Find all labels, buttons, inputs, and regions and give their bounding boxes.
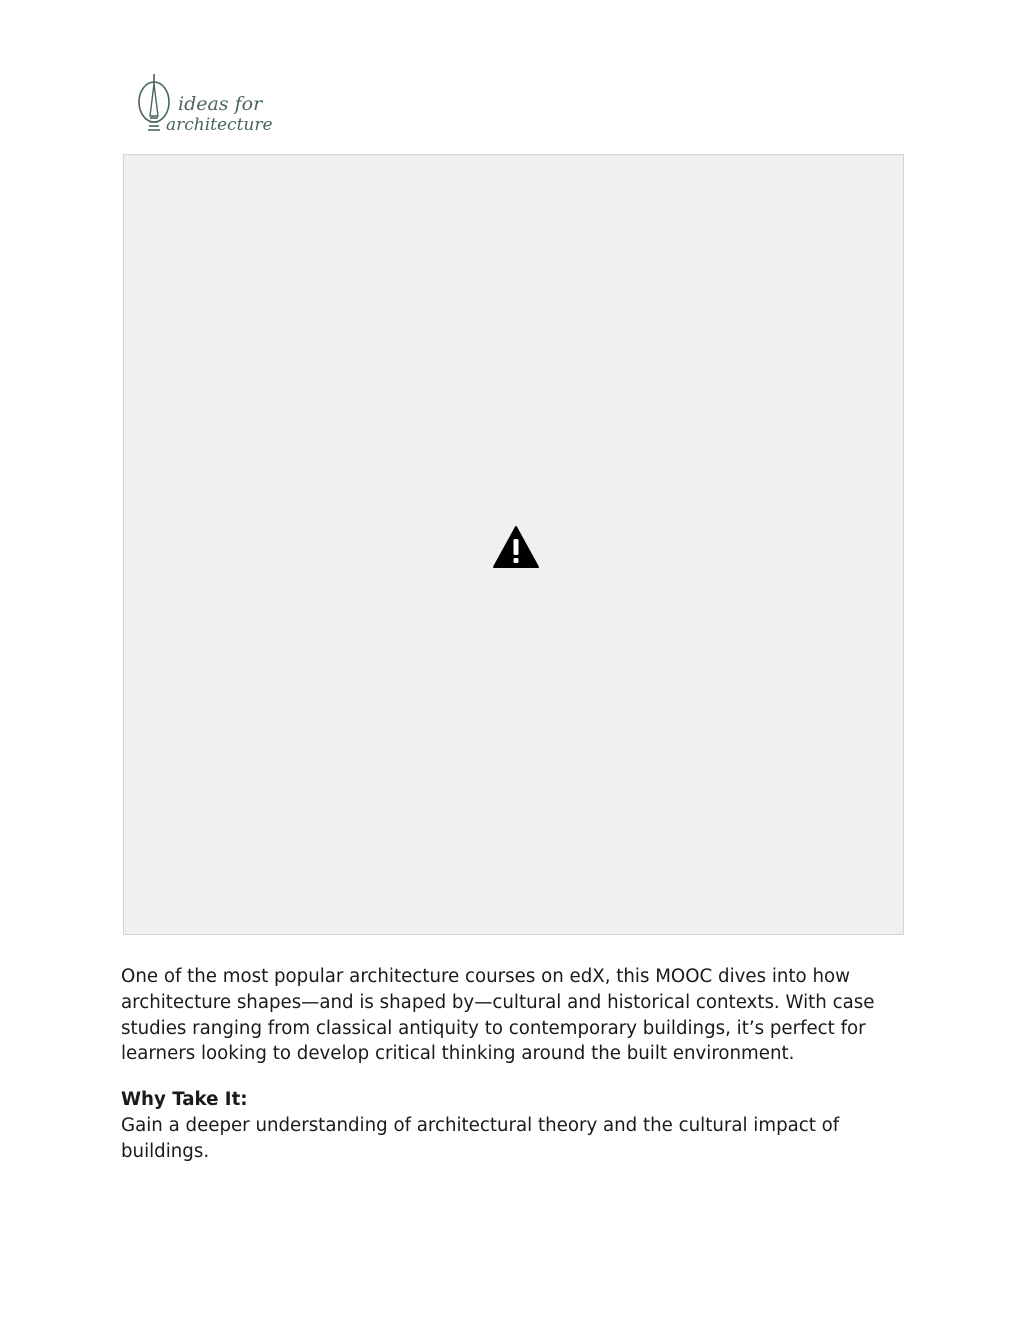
why-take-it-heading: Why Take It: xyxy=(121,1089,248,1110)
article-intro-paragraph: One of the most popular architecture courses on edX, this MOOC dives into how architecture shapes—and is shaped by—cultural and historical contexts. With case studies ranging from classical antiquity to contemporary buildings, it’s perfect for learners looking to develop critical thinking around the built environment. xyxy=(121,966,875,1065)
logo-text-line2: architecture xyxy=(166,115,273,135)
site-logo[interactable] xyxy=(136,72,273,138)
broken-image-placeholder xyxy=(123,154,904,935)
warning-icon xyxy=(492,525,540,569)
logo-text-line1: ideas for xyxy=(178,93,263,115)
tower-logo-icon xyxy=(136,72,273,138)
why-take-it-paragraph: Gain a deeper understanding of architectural theory and the cultural impact of buildings. xyxy=(121,1115,840,1162)
